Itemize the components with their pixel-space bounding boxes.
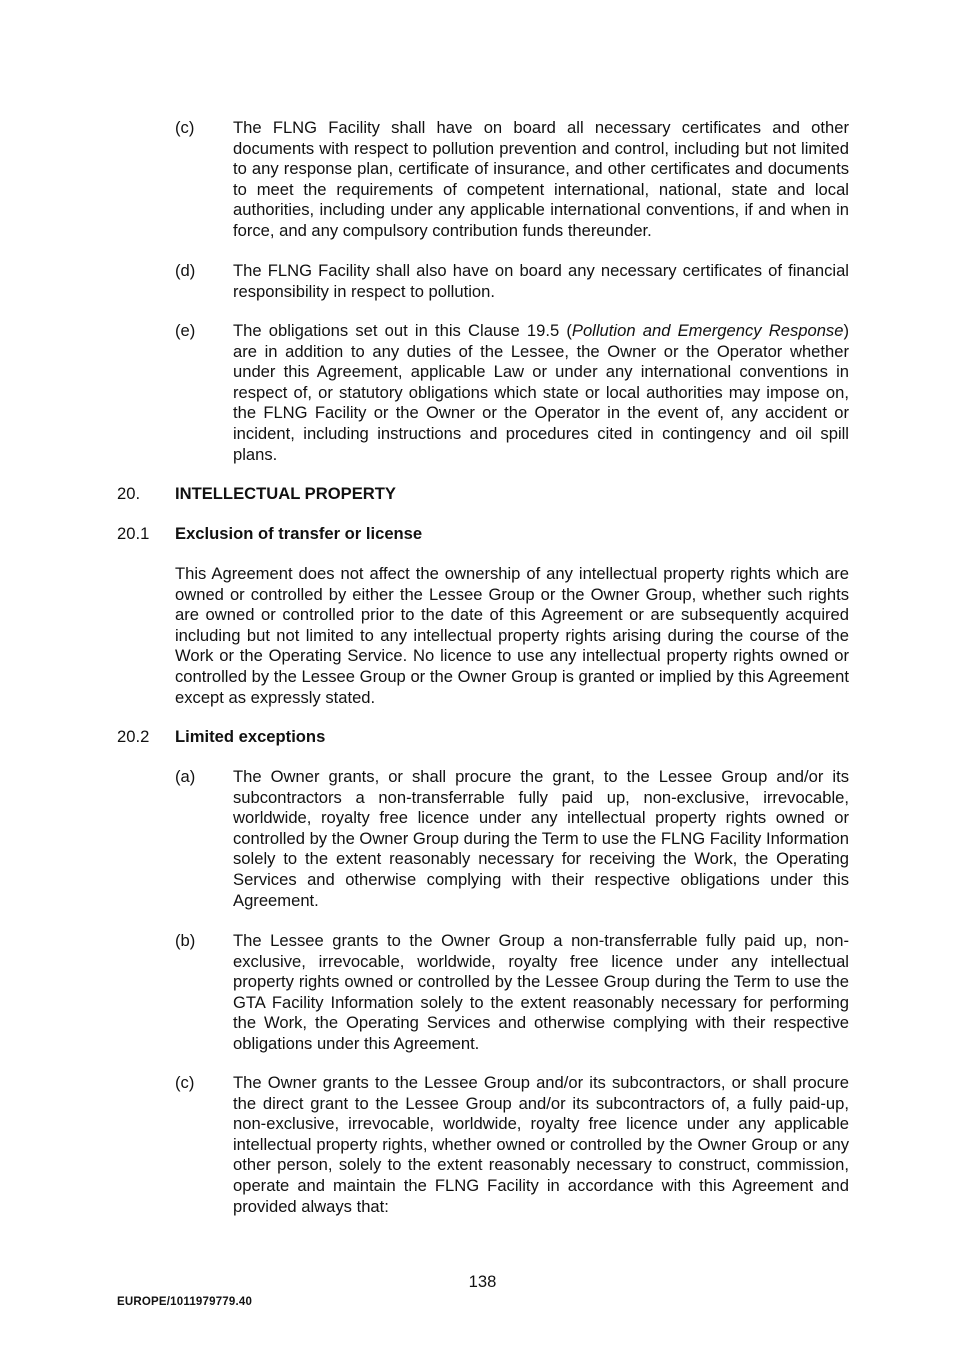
list-marker: (d) [175,261,196,280]
list-marker: (a) [175,767,196,786]
list-marker: (c) [175,1073,195,1092]
list-marker: (c) [175,118,195,137]
list-marker: (b) [175,931,196,950]
list-item-text: The Lessee grants to the Owner Group a non-transferrable fully paid up, non-exclusive, irrevocable, worldwide, royalty free licence under any intellectual property rights owned or controlled by the Lessee Group during the Term to use the GTA Facility Information solely to the extent reasonably necessary for performing the Work, the Operating Services and otherwise complying with their respective obligations under this Agreement. [233,931,849,1053]
clause-heading-20-1 [117,524,422,545]
text-segment: ) are in addition to any duties of the Lessee, the Owner or the Operator whether under this Agreement, applicable Law or under any international conventions in respect of, or statutory obligations which state or local authorities may impose on, the FLNG Facility or the Owner or the Operator in the event of, any accident or incident, including instructions and procedures cited in contingency and oil spill plans. [233,321,849,464]
list-item-text: The Owner grants to the Lessee Group and/or its subcontractors, or shall procure the direct grant to the Lessee Group and/or its subcontractors of, a fully paid-up, non-exclusive, irrevocable, worldwide, royalty free licence under any applicable intellectual property rights, whether owned or controlled by the Owner Group or any other person, solely to the extent reasonably necessary to construct, commission, operate and maintain the FLNG Facility in accordance with this Agreement and provided always that: [233,1073,849,1216]
clause-number: 20.2 [117,727,150,746]
clause-title: Exclusion of transfer or license [175,524,423,543]
clause-reference-title: Pollution and Emergency Response [571,321,844,340]
section-title: INTELLECTUAL PROPERTY [175,484,396,503]
list-item-text: The FLNG Facility shall also have on board any necessary certificates of financial responsibility in respect to pollution. [233,261,849,301]
list-item-c [175,118,849,242]
list-item-text [233,321,849,465]
clause-number: 20.1 [117,524,150,543]
list-item-text: The FLNG Facility shall have on board all necessary certificates and other documents with respect to pollution prevention and control, including but not limited to any response plan, certificate of insurance, and other certificates and documents to meet the requirements of competent international, national, state and local authorities, including under any applicable international conventions, if and when in force, and any compulsory contribution funds thereunder. [233,118,849,240]
list-item-e [175,321,849,465]
list-item-b [175,931,849,1055]
list-item-a [175,767,849,911]
list-marker: (e) [175,321,196,340]
section-heading [117,484,396,505]
clause-title: Limited exceptions [175,727,326,746]
document-reference: EUROPE/1011979779.40 [117,1296,253,1308]
list-item-text: The Owner grants, or shall procure the grant, to the Lessee Group and/or its subcontractors a non-transferrable fully paid up, non-exclusive, irrevocable, worldwide, royalty free licence under any intellectual property rights owned or controlled by the Owner Group during the Term to use the FLNG Facility Information solely to the extent reasonably necessary for receiving the Work, the Operating Services and otherwise complying with their respective obligations under this Agreement. [233,767,849,910]
text-segment: The obligations set out in this Clause 19.5 ( [233,321,572,340]
list-item-c2 [175,1073,849,1217]
clause-heading-20-2 [117,727,325,748]
section-number: 20. [117,484,141,503]
list-item-d [175,261,849,302]
clause-body-20-1: This Agreement does not affect the ownership of any intellectual property rights which are owned or controlled by either the Lessee Group or the Owner Group, whether such rights are owned or controlled prior to the date of this Agreement or are subsequently acquired including but not limited to any intellectual property rights arising during the course of the Work or the Operating Service. No licence to use any intellectual property rights owned or controlled by the Lessee Group or the Owner Group is granted or implied by this Agreement except as expressly stated. [175,564,849,707]
page-number: 138 [468,1272,497,1291]
